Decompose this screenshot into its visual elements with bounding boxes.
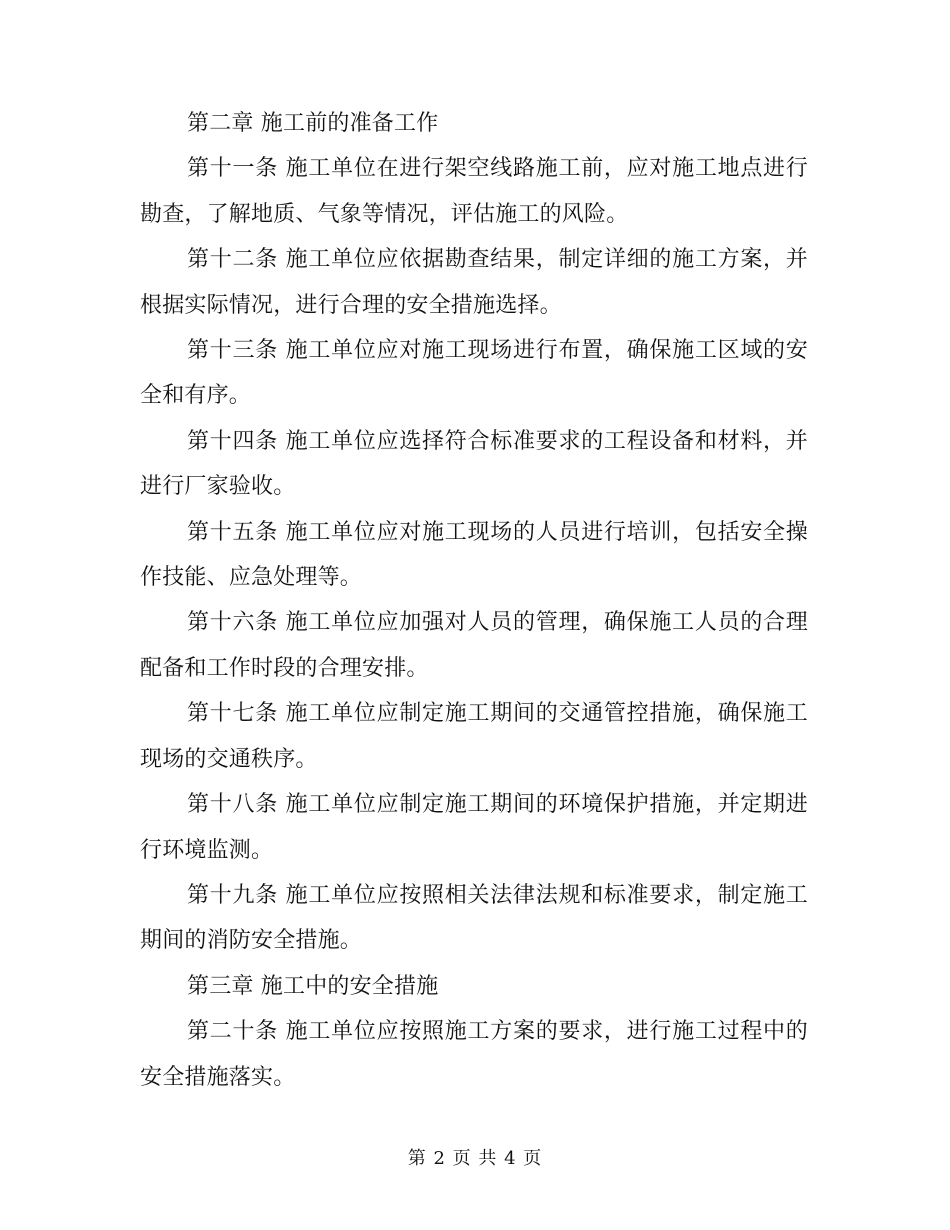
chapter-heading-3: 第三章 施工中的安全措施 (187, 973, 439, 999)
article-14: 第十四条 施工单位应选择符合标准要求的工程设备和材料，并进行厂家验收。 (140, 428, 808, 500)
article-20: 第二十条 施工单位应按照施工方案的要求，进行施工过程中的安全措施落实。 (140, 1019, 808, 1090)
article-11: 第十一条 施工单位在进行架空线路施工前，应对施工地点进行勘查，了解地质、气象等情况，评估施工的风险。 (140, 156, 808, 227)
page-number-footer: 第 2 页 共 4 页 (407, 1148, 543, 1169)
article-15: 第十五条 施工单位应对施工现场的人员进行培训，包括安全操作技能、应急处理等。 (140, 519, 808, 591)
document-body (140, 101, 808, 1100)
article-17: 第十七条 施工单位应制定施工期间的交通管控措施，确保施工现场的交通秩序。 (140, 701, 808, 772)
article-16: 第十六条 施工单位应加强对人员的管理，确保施工人员的合理配备和工作时段的合理安排。 (140, 610, 808, 681)
article-12: 第十二条 施工单位应依据勘查结果，制定详细的施工方案，并根据实际情况，进行合理的安全措施选择。 (140, 247, 808, 318)
chapter-heading-2: 第二章 施工前的准备工作 (187, 111, 439, 136)
article-13: 第十三条 施工单位应对施工现场进行布置，确保施工区域的安全和有序。 (140, 338, 808, 409)
article-18: 第十八条 施工单位应制定施工期间的环境保护措施，并定期进行环境监测。 (140, 792, 808, 863)
article-19: 第十九条 施工单位应按照相关法律法规和标准要求，制定施工期间的消防安全措施。 (140, 882, 808, 954)
